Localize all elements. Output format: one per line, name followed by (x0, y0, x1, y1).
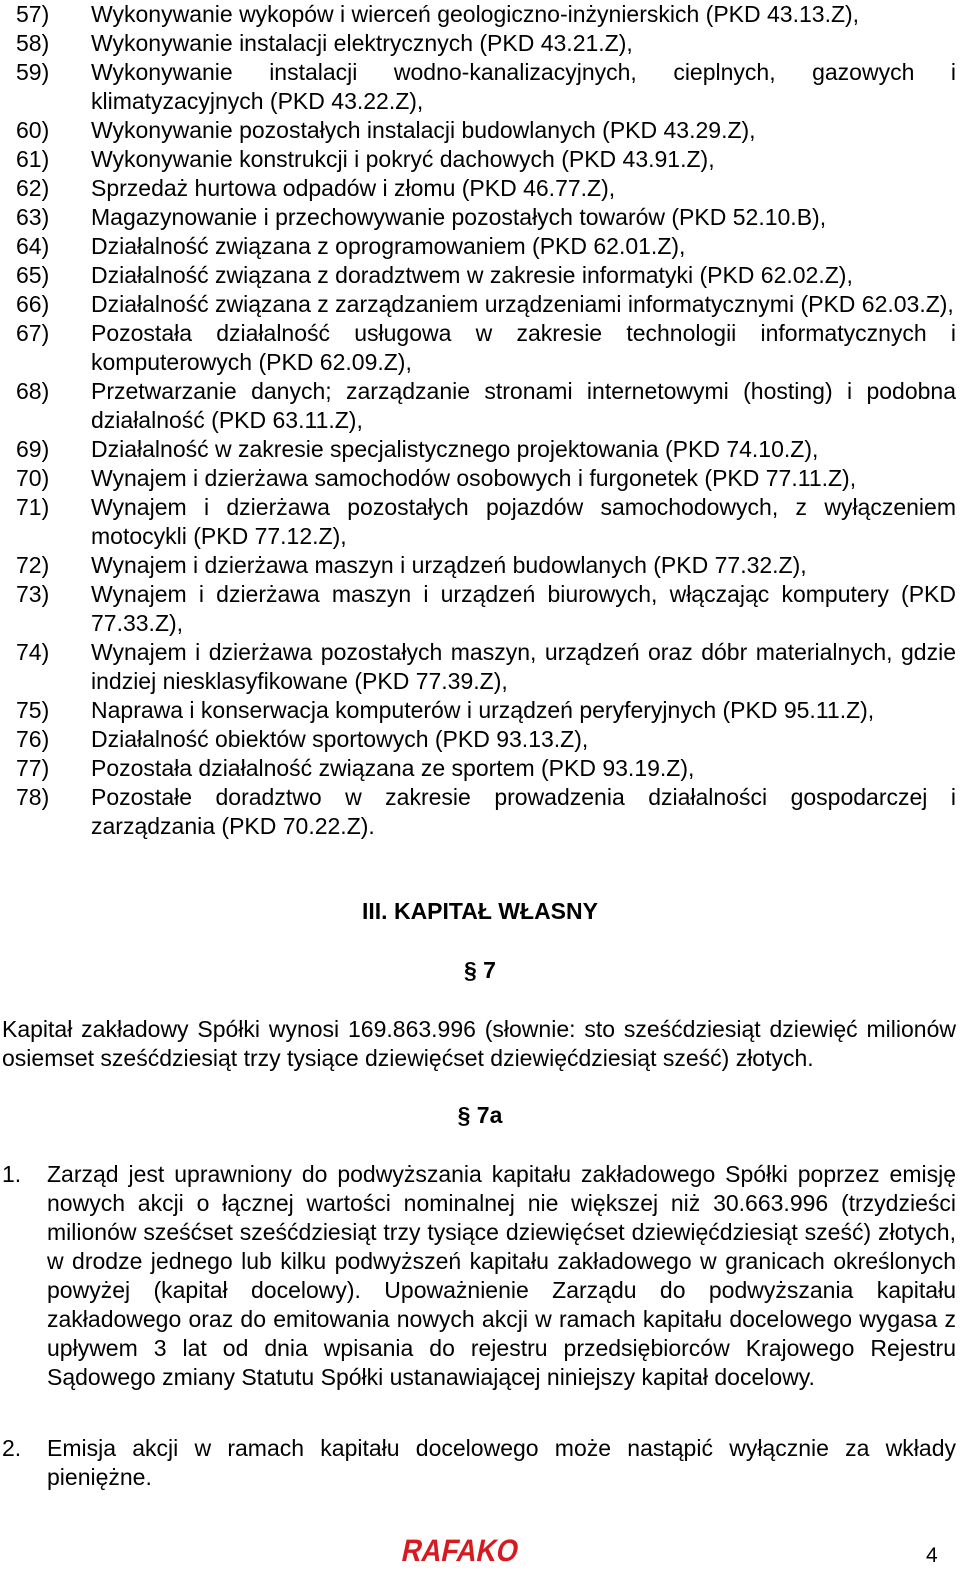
list-item-number: 60) (16, 117, 50, 143)
list-item-text: Działalność związana z oprogramowaniem (PKD 62.01.Z), (91, 233, 686, 259)
list-item-text: Działalność związana z doradztwem w zakresie informatyki (PKD 62.02.Z), (91, 262, 853, 288)
list-item (16, 319, 956, 377)
list-item (16, 580, 956, 638)
list-item-number: 78) (16, 784, 50, 810)
paragraph-7a-item (2, 1160, 956, 1392)
list-item-text: Pozostała działalność związana ze sportem (PKD 93.19.Z), (91, 755, 695, 781)
list-item-number: 72) (16, 552, 50, 578)
paragraph-7a-item-number: 1. (2, 1161, 22, 1187)
pkd-activity-list (16, 0, 956, 841)
list-item-text: Wykonywanie konstrukcji i pokryć dachowych (PKD 43.91.Z), (91, 146, 715, 172)
list-item (16, 174, 956, 203)
paragraph-7-text: Kapitał zakładowy Spółki wynosi 169.863.996 (słownie: sto sześćdziesiąt dziewięć milionów osiemset sześćdziesiąt trzy tysiące dziewięćset dziewięćdziesiąt sześć) złotych. (2, 1016, 956, 1071)
list-item-text: Pozostałe doradztwo w zakresie prowadzenia działalności gospodarczej i zarządzania (PKD 70.22.Z). (91, 784, 956, 839)
list-item-text: Wynajem i dzierżawa pozostałych maszyn, urządzeń oraz dóbr materialnych, gdzie indziej niesklasyfikowane (PKD 77.39.Z), (91, 639, 956, 694)
list-item-number: 65) (16, 262, 50, 288)
list-item-number: 74) (16, 639, 50, 665)
list-item-text: Naprawa i konserwacja komputerów i urządzeń peryferyjnych (PKD 95.11.Z), (91, 697, 875, 723)
list-item-number: 62) (16, 175, 50, 201)
list-item (16, 203, 956, 232)
list-item-number: 77) (16, 755, 50, 781)
list-item (16, 783, 956, 841)
list-item (16, 145, 956, 174)
list-item-number: 73) (16, 581, 50, 607)
list-item-text: Działalność związana z zarządzaniem urządzeniami informatycznymi (PKD 62.03.Z), (91, 291, 954, 317)
list-item-number: 58) (16, 30, 50, 56)
list-item-text: Wykonywanie pozostałych instalacji budowlanych (PKD 43.29.Z), (91, 117, 756, 143)
list-item-number: 59) (16, 59, 50, 85)
list-item (16, 435, 956, 464)
list-item (16, 725, 956, 754)
list-item-text: Wykonywanie wykopów i wierceń geologiczno-inżynierskich (PKD 43.13.Z), (91, 1, 860, 27)
list-item-number: 70) (16, 465, 50, 491)
list-item-text: Wynajem i dzierżawa pozostałych pojazdów samochodowych, z wyłączeniem motocykli (PKD 77.12.Z), (91, 494, 956, 549)
list-item-text: Przetwarzanie danych; zarządzanie stronami internetowymi (hosting) i podobna działalność (PKD 63.11.Z), (91, 378, 956, 433)
paragraph-7a-item-number: 2. (2, 1435, 22, 1461)
list-item (16, 116, 956, 145)
list-item-number: 69) (16, 436, 50, 462)
list-item (16, 290, 956, 319)
page-number: 4 (926, 1544, 938, 1567)
list-item (16, 377, 956, 435)
list-item-text: Działalność w zakresie specjalistycznego projektowania (PKD 74.10.Z), (91, 436, 819, 462)
list-item (16, 696, 956, 725)
list-item-number: 57) (16, 1, 50, 27)
list-item (16, 58, 956, 116)
list-item-number: 61) (16, 146, 50, 172)
paragraph-7a-item-text: Zarząd jest uprawniony do podwyższania kapitału zakładowego Spółki poprzez emisję nowych akcji o łącznej wartości nominalnej nie większej niż 30.663.996 (trzydzieści milionów sześćset sześćdziesiąt trzy tysiące dziewięćset dziewięćdziesiąt sześć) złotych, w drodze jednego lub kilku podwyższeń kapitału zakładowego w granicach określonych powyżej (kapitał docelowy). Upoważnienie Zarządu do podwyższania kapitału zakładowego oraz do emitowania nowych akcji w ramach kapitału docelowego wygasa z upływem 3 lat od dnia wpisania do rejestru przedsiębiorców Krajowego Rejestru Sądowego zmiany Statutu Spółki ustanawiającej niniejszy kapitał docelowy. (47, 1161, 956, 1390)
list-item (16, 493, 956, 551)
rafako-logo (398, 1533, 537, 1568)
list-item (16, 638, 956, 696)
list-item (16, 0, 956, 29)
list-item-number: 71) (16, 494, 50, 520)
list-item-text: Sprzedaż hurtowa odpadów i złomu (PKD 46.77.Z), (91, 175, 616, 201)
logo-text: RAFAKO (398, 1533, 537, 1568)
paragraph-7a-item-text: Emisja akcji w ramach kapitału docelowego może nastąpić wyłącznie za wkłady pieniężne. (47, 1435, 956, 1490)
paragraph-7a-item (2, 1434, 956, 1492)
list-item-text: Działalność obiektów sportowych (PKD 93.13.Z), (91, 726, 589, 752)
list-item-text: Wynajem i dzierżawa samochodów osobowych i furgonetek (PKD 77.11.Z), (91, 465, 857, 491)
list-item (16, 29, 956, 58)
list-item-text: Magazynowanie i przechowywanie pozostałych towarów (PKD 52.10.B), (91, 204, 827, 230)
list-item-text: Wykonywanie instalacji elektrycznych (PKD 43.21.Z), (91, 30, 633, 56)
list-item-number: 68) (16, 378, 50, 404)
list-item (16, 551, 956, 580)
list-item-number: 75) (16, 697, 50, 723)
list-item-number: 66) (16, 291, 50, 317)
list-item (16, 464, 956, 493)
paragraph-7-symbol: § 7 (464, 957, 496, 983)
list-item-number: 76) (16, 726, 50, 752)
list-item-text: Pozostała działalność usługowa w zakresie technologii informatycznych i komputerowych (PKD 62.09.Z), (91, 320, 956, 375)
list-item-text: Wykonywanie instalacji wodno-kanalizacyjnych, cieplnych, gazowych i klimatyzacyjnych (PKD 43.22.Z), (91, 59, 956, 114)
section-heading: III. KAPITAŁ WŁASNY (362, 898, 598, 924)
list-item-number: 64) (16, 233, 50, 259)
list-item (16, 261, 956, 290)
list-item-text: Wynajem i dzierżawa maszyn i urządzeń biurowych, włączając komputery (PKD 77.33.Z), (91, 581, 956, 636)
list-item (16, 754, 956, 783)
list-item-text: Wynajem i dzierżawa maszyn i urządzeń budowlanych (PKD 77.32.Z), (91, 552, 807, 578)
list-item-number: 67) (16, 320, 50, 346)
list-item-number: 63) (16, 204, 50, 230)
list-item (16, 232, 956, 261)
paragraph-7a-symbol: § 7a (457, 1102, 503, 1128)
